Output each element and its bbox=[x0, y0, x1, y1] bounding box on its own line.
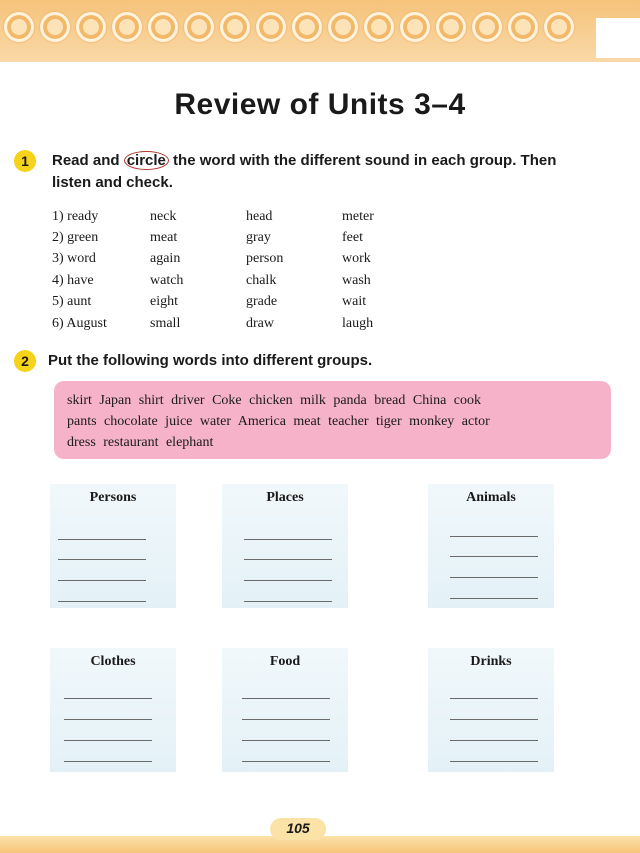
answer-line[interactable] bbox=[64, 698, 152, 699]
answer-line[interactable] bbox=[450, 698, 538, 699]
ring-ornament bbox=[328, 12, 358, 42]
answer-line[interactable] bbox=[242, 740, 330, 741]
ring-ornament bbox=[400, 12, 430, 42]
answer-line[interactable] bbox=[242, 698, 330, 699]
group-title: Food bbox=[269, 654, 301, 669]
word-cell[interactable]: wait bbox=[342, 294, 367, 310]
word-cell[interactable]: neck bbox=[150, 208, 177, 224]
word-cell[interactable]: 2) green bbox=[52, 230, 99, 246]
answer-line[interactable] bbox=[58, 580, 146, 581]
ring-ornament bbox=[148, 12, 178, 42]
word-cell[interactable]: 5) aunt bbox=[52, 294, 92, 310]
ring-ornament bbox=[472, 12, 502, 42]
answer-line[interactable] bbox=[450, 719, 538, 720]
group-persons bbox=[50, 484, 176, 608]
answer-line[interactable] bbox=[58, 559, 146, 560]
group-food bbox=[222, 648, 348, 772]
ring-ornament bbox=[364, 12, 394, 42]
answer-line[interactable] bbox=[64, 719, 152, 720]
word-cell[interactable]: head bbox=[246, 208, 273, 224]
top-decorative-band bbox=[0, 0, 640, 62]
answer-line[interactable] bbox=[58, 539, 146, 540]
answer-line[interactable] bbox=[244, 580, 332, 581]
word-bank-line: dress restaurant elephant bbox=[67, 435, 214, 450]
word-cell[interactable]: meter bbox=[342, 208, 374, 224]
ring-ornament bbox=[436, 12, 466, 42]
word-bank bbox=[54, 381, 611, 459]
word-cell[interactable]: meat bbox=[150, 230, 178, 246]
word-cell[interactable]: work bbox=[342, 251, 371, 267]
group-title: Clothes bbox=[90, 654, 136, 669]
answer-line[interactable] bbox=[244, 559, 332, 560]
word-sound-table bbox=[52, 206, 422, 334]
answer-line[interactable] bbox=[242, 761, 330, 762]
ring-ornament bbox=[544, 12, 574, 42]
ring-ornament bbox=[112, 12, 142, 42]
band-corner bbox=[596, 18, 640, 58]
word-cell[interactable]: chalk bbox=[246, 272, 277, 288]
instruction-text: listen and check. bbox=[52, 174, 173, 191]
group-places bbox=[222, 484, 348, 608]
ring-ornament bbox=[256, 12, 286, 42]
word-row bbox=[52, 270, 422, 291]
instruction-text: the word with the different sound in each group. Then bbox=[168, 152, 557, 169]
answer-line[interactable] bbox=[244, 601, 332, 602]
answer-line[interactable] bbox=[64, 761, 152, 762]
word-bank-line: pants chocolate juice water America meat teacher tiger monkey actor bbox=[67, 414, 490, 429]
group-title: Animals bbox=[466, 490, 516, 505]
answer-line[interactable] bbox=[450, 556, 538, 557]
instruction-text: Read and bbox=[52, 152, 124, 169]
answer-line[interactable] bbox=[450, 536, 538, 537]
exercise-2-instruction: Put the following words into different groups. bbox=[48, 352, 373, 369]
decorative-rings bbox=[4, 12, 604, 46]
ring-ornament bbox=[220, 12, 250, 42]
word-cell[interactable]: draw bbox=[246, 315, 274, 331]
group-drinks bbox=[428, 648, 554, 772]
word-cell[interactable]: small bbox=[150, 315, 181, 331]
group-title: Persons bbox=[89, 490, 137, 505]
answer-line[interactable] bbox=[450, 761, 538, 762]
word-cell[interactable]: gray bbox=[246, 230, 271, 246]
answer-line[interactable] bbox=[242, 719, 330, 720]
group-clothes bbox=[50, 648, 176, 772]
word-row bbox=[52, 313, 422, 334]
word-row bbox=[52, 292, 422, 313]
page-title: Review of Units 3–4 bbox=[174, 88, 466, 121]
word-cell[interactable]: wash bbox=[342, 272, 371, 288]
word-cell[interactable]: grade bbox=[246, 294, 278, 310]
ring-ornament bbox=[4, 12, 34, 42]
group-animals bbox=[428, 484, 554, 608]
word-cell[interactable]: 6) August bbox=[52, 315, 107, 331]
ring-ornament bbox=[184, 12, 214, 42]
word-cell[interactable]: laugh bbox=[342, 315, 374, 331]
word-cell[interactable]: watch bbox=[150, 272, 184, 288]
answer-line[interactable] bbox=[58, 601, 146, 602]
answer-line[interactable] bbox=[450, 740, 538, 741]
ring-ornament bbox=[292, 12, 322, 42]
word-cell[interactable]: 1) ready bbox=[52, 208, 99, 224]
word-cell[interactable]: 3) word bbox=[52, 251, 96, 267]
exercise-2-number-badge: 2 bbox=[14, 350, 36, 372]
circled-word: circle bbox=[124, 151, 169, 170]
answer-line[interactable] bbox=[64, 740, 152, 741]
word-cell[interactable]: eight bbox=[150, 294, 178, 310]
group-title: Drinks bbox=[470, 654, 512, 669]
answer-line[interactable] bbox=[450, 577, 538, 578]
ring-ornament bbox=[508, 12, 538, 42]
ring-ornament bbox=[76, 12, 106, 42]
word-bank-line: skirt Japan shirt driver Coke chicken milk panda bread China cook bbox=[67, 393, 482, 408]
word-cell[interactable]: feet bbox=[342, 230, 363, 246]
word-cell[interactable]: again bbox=[150, 251, 181, 267]
ring-ornament bbox=[40, 12, 70, 42]
word-row bbox=[52, 249, 422, 270]
exercise-1-number-badge: 1 bbox=[14, 150, 36, 172]
word-row bbox=[52, 227, 422, 248]
word-cell[interactable]: person bbox=[246, 251, 284, 267]
answer-line[interactable] bbox=[450, 598, 538, 599]
word-cell[interactable]: 4) have bbox=[52, 272, 94, 288]
group-title: Places bbox=[266, 490, 304, 505]
answer-line[interactable] bbox=[244, 539, 332, 540]
word-row bbox=[52, 206, 422, 227]
page-number: 105 bbox=[286, 820, 310, 836]
exercise-1-instruction bbox=[52, 150, 614, 194]
